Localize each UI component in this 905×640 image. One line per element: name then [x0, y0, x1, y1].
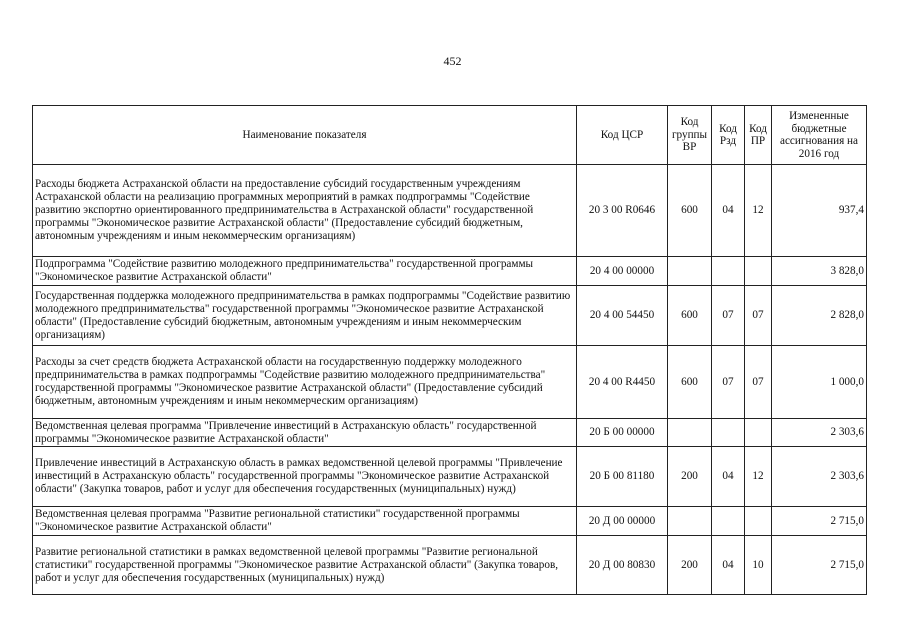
row-pr: 10: [745, 536, 772, 595]
row-pr: [745, 507, 772, 536]
table-header-row: [33, 106, 867, 165]
row-name: Расходы бюджета Астраханской области на предоставление субсидий государственным учреждениям Астраханской области на реализацию программных мероприятий в рамках подпрограммы "Содействие развитию экспортно ориентированного предпринимательства в Астраханской области" государственной программы "Экономическое развитие Астраханской области" (Предоставление субсидий бюджетным, автономным учреждениям и иным некоммерческим организациям): [33, 165, 577, 257]
header-amount: Измененные бюджетные ассигнования на 2016 год: [772, 106, 867, 165]
header-vr: Код группы ВР: [668, 106, 712, 165]
row-rzd: 04: [712, 536, 745, 595]
row-pr: 12: [745, 447, 772, 507]
row-name: Подпрограмма "Содействие развитию молодежного предпринимательства" государственной программы "Экономическое развитие Астраханской области": [33, 257, 577, 286]
row-name: Привлечение инвестиций в Астраханскую область в рамках ведомственной целевой программы "Привлечение инвестиций в Астраханскую область" государственной программы "Экономическое развитие Астраханской области" (Закупка товаров, работ и услуг для обеспечения государственных (муниципальных) нужд): [33, 447, 577, 507]
table-row: [33, 165, 867, 257]
row-amount: 1 000,0: [772, 346, 867, 419]
row-name: Ведомственная целевая программа "Развитие региональной статистики" государственной программы "Экономическое развитие Астраханской области": [33, 507, 577, 536]
page-number: 452: [443, 54, 462, 68]
row-rzd: [712, 257, 745, 286]
row-vr: [668, 257, 712, 286]
row-amount: 3 828,0: [772, 257, 867, 286]
row-pr: 07: [745, 346, 772, 419]
row-vr: [668, 419, 712, 447]
table-row: [33, 286, 867, 346]
row-rzd: 04: [712, 165, 745, 257]
row-name: Государственная поддержка молодежного предпринимательства в рамках подпрограммы "Содействие развитию молодежного предпринимательства" государственной программы "Экономическое развитие Астраханской области" (Предоставление субсидий бюджетным, автономным учреждениям и иным некоммерческим организациям): [33, 286, 577, 346]
row-amount: 937,4: [772, 165, 867, 257]
budget-table: [32, 105, 867, 595]
table-row: [33, 257, 867, 286]
row-vr: 200: [668, 536, 712, 595]
row-amount: 2 715,0: [772, 507, 867, 536]
header-pr: Код ПР: [745, 106, 772, 165]
row-rzd: [712, 419, 745, 447]
row-amount: 2 828,0: [772, 286, 867, 346]
row-csr: 20 Б 00 81180: [577, 447, 668, 507]
table-row: [33, 447, 867, 507]
header-rzd: Код Рзд: [712, 106, 745, 165]
row-csr: 20 Д 00 00000: [577, 507, 668, 536]
row-vr: 600: [668, 346, 712, 419]
row-csr: 20 4 00 54450: [577, 286, 668, 346]
row-csr: 20 3 00 R0646: [577, 165, 668, 257]
header-name: Наименование показателя: [33, 106, 577, 165]
row-vr: 600: [668, 286, 712, 346]
row-pr: [745, 257, 772, 286]
row-rzd: 07: [712, 286, 745, 346]
row-vr: [668, 507, 712, 536]
row-name: Расходы за счет средств бюджета Астраханской области на государственную поддержку молодежного предпринимательства в рамках подпрограммы "Содействие развитию молодежного предпринимательства" государственной программы "Экономическое развитие Астраханской области" (Предоставление субсидий бюджетным, автономным учреждениям и иным некоммерческим организациям): [33, 346, 577, 419]
row-csr: 20 Б 00 00000: [577, 419, 668, 447]
row-csr: 20 Д 00 80830: [577, 536, 668, 595]
table-row: [33, 536, 867, 595]
row-pr: 12: [745, 165, 772, 257]
row-name: Развитие региональной статистики в рамках ведомственной целевой программы "Развитие региональной статистики" государственной программы "Экономическое развитие Астраханской области" (Закупка товаров, работ и услуг для обеспечения государственных (муниципальных) нужд): [33, 536, 577, 595]
row-csr: 20 4 00 00000: [577, 257, 668, 286]
row-rzd: 07: [712, 346, 745, 419]
row-pr: [745, 419, 772, 447]
row-amount: 2 303,6: [772, 447, 867, 507]
table-row: [33, 346, 867, 419]
row-csr: 20 4 00 R4450: [577, 346, 668, 419]
header-csr: Код ЦСР: [577, 106, 668, 165]
row-rzd: [712, 507, 745, 536]
row-vr: 600: [668, 165, 712, 257]
row-pr: 07: [745, 286, 772, 346]
row-rzd: 04: [712, 447, 745, 507]
table-row: [33, 419, 867, 447]
row-vr: 200: [668, 447, 712, 507]
table-row: [33, 507, 867, 536]
row-name: Ведомственная целевая программа "Привлечение инвестиций в Астраханскую область" государственной программы "Экономическое развитие Астраханской области": [33, 419, 577, 447]
row-amount: 2 303,6: [772, 419, 867, 447]
row-amount: 2 715,0: [772, 536, 867, 595]
